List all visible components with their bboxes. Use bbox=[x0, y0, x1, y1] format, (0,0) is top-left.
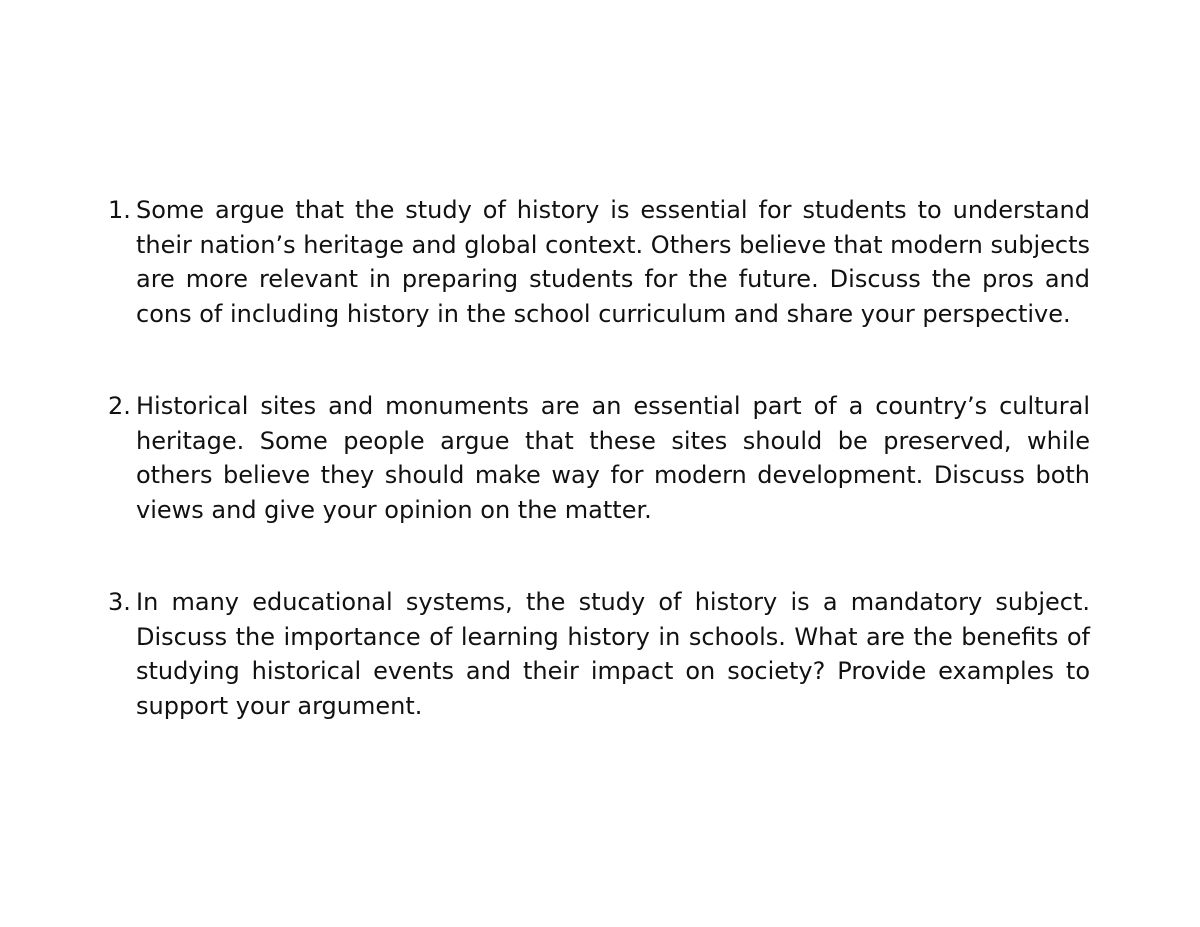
question-number: 3. bbox=[108, 588, 131, 616]
question-item bbox=[108, 585, 1090, 723]
question-text: In many educational systems, the study of history is a mandatory subject. Discuss the importance of learning history in schools. What are the benefits of studying historical events and their impact on society? Provide examples to support your argument. bbox=[136, 588, 1090, 720]
question-list bbox=[108, 193, 1090, 723]
question-text: Some argue that the study of history is essential for students to understand their nation’s heritage and global context. Others believe that modern subjects are more relevant in preparing students for the future. Discuss the pros and cons of including history in the school curriculum and share your perspective. bbox=[136, 196, 1090, 328]
question-number: 2. bbox=[108, 392, 131, 420]
question-text: Historical sites and monuments are an essential part of a country’s cultural heritage. Some people argue that these sites should be preserved, while others believe they should make way for modern development. Discuss both views and give your opinion on the matter. bbox=[136, 392, 1090, 524]
question-number: 1. bbox=[108, 196, 131, 224]
question-item bbox=[108, 193, 1090, 331]
question-item bbox=[108, 389, 1090, 527]
